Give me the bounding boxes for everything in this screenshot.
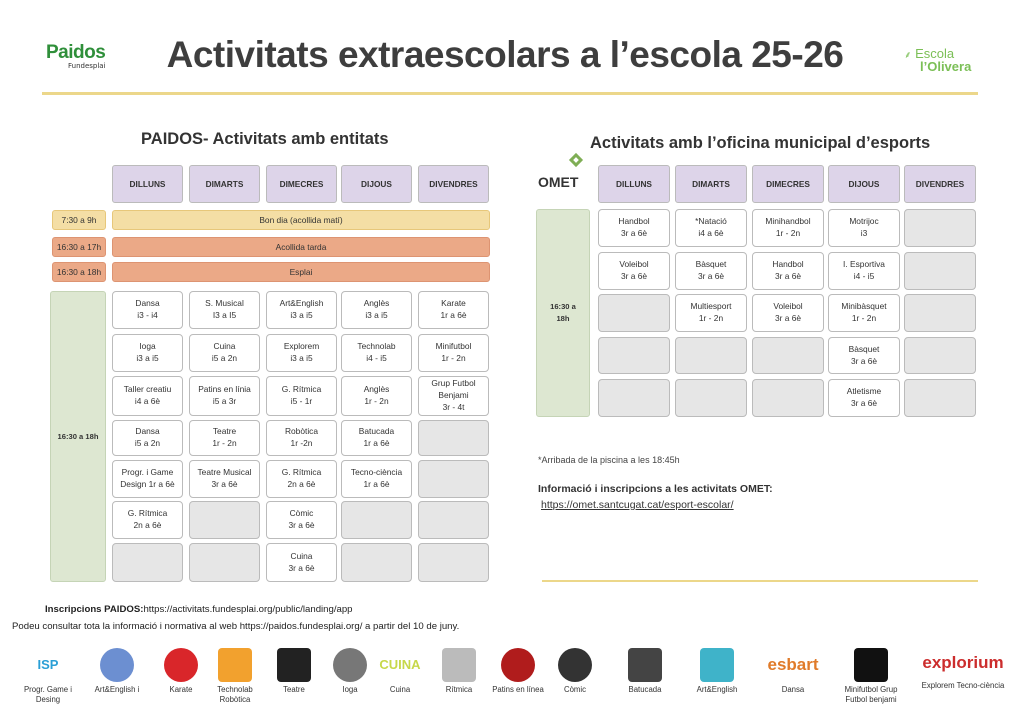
cell-line: Minihandbol	[765, 216, 811, 227]
partner-logo	[374, 648, 426, 695]
partner-logo	[16, 648, 80, 705]
cell-line: Tecno-ciència	[350, 467, 403, 478]
omet-activity-cell	[675, 209, 747, 247]
activity-cell	[189, 543, 260, 582]
cell-line: 1r - 2n	[851, 313, 877, 323]
partner-logo-caption: Dansa	[781, 685, 805, 694]
cell-line: i3 a i5	[290, 353, 313, 363]
activity-cell	[341, 460, 412, 498]
omet-day-header-dimecres: DIMECRES	[752, 165, 824, 203]
cell-line: i4 a 6è	[134, 396, 161, 406]
cell-line: i5 a 2n	[211, 353, 238, 363]
partner-logo-icon: ISP	[37, 656, 59, 672]
activity-cell	[112, 334, 183, 372]
partner-logo-icon	[501, 648, 535, 682]
cell-line: 3r a 6è	[620, 228, 648, 238]
omet-activity-cell	[752, 294, 824, 332]
cell-line: Batucada	[358, 426, 395, 437]
cell-line: 3r a 6è	[774, 271, 802, 281]
activity-cell	[112, 460, 183, 498]
partner-logo-caption: Karate	[169, 685, 193, 694]
cell-line: Benjami	[438, 390, 469, 401]
cell-line: Ioga	[139, 341, 156, 352]
omet-activity-cell	[598, 209, 670, 247]
activity-cell	[189, 291, 260, 329]
cell-line: Technolab	[357, 341, 396, 352]
paidos-logo	[46, 42, 116, 70]
page-title: Activitats extraescolars a l’escola 25-26	[166, 34, 844, 75]
fundesplai-logo-text: Fundesplai	[68, 62, 106, 70]
omet-activity-cell	[904, 379, 976, 417]
paidos-section-title: PAIDOS- Activitats amb entitats	[141, 130, 389, 148]
omet-day-header-divendres: DIVENDRES	[904, 165, 976, 203]
omet-day-header-dilluns: DILLUNS	[598, 165, 670, 203]
cell-line: 1r - 2n	[441, 353, 466, 363]
cell-line: i5 a 3r	[212, 396, 237, 406]
cell-line: 1r -2n	[290, 438, 313, 448]
cell-line: Teatre	[212, 426, 237, 437]
activity-cell	[266, 501, 337, 539]
activity-cell	[189, 376, 260, 416]
activity-cell	[418, 543, 489, 582]
activity-cell	[112, 376, 183, 416]
partner-logo	[908, 648, 1018, 691]
partner-logo-icon	[277, 648, 311, 682]
cell-line: Handbol	[772, 259, 804, 270]
partner-logo-icon	[700, 648, 734, 682]
cell-line: Minifutbol	[435, 341, 472, 352]
omet-activity-cell	[904, 294, 976, 332]
cell-line: i4 - i5	[853, 271, 875, 281]
inscriptions-link[interactable]: https://activitats.fundesplai.org/public/landing/app	[143, 604, 353, 615]
omet-activity-cell	[675, 337, 747, 374]
cell-line: i5 - 1r	[290, 396, 313, 406]
partner-logo-caption: Rítmica	[445, 685, 473, 694]
partner-logo-icon	[164, 648, 198, 682]
partner-logo-caption: Explorem Tecno-ciència	[921, 681, 1005, 690]
time-block-esplai: Esplai	[112, 262, 490, 282]
cell-line: 3r a 6è	[850, 355, 878, 366]
cell-line: 1r a 6è	[440, 310, 467, 320]
time-block-morning: Bon dia (acollida matí)	[112, 210, 490, 230]
cell-line: i3 a i5	[365, 310, 388, 320]
cell-line: i5 a 2n	[134, 438, 161, 448]
activity-cell	[189, 460, 260, 498]
cell-line: Taller creatiu	[123, 384, 172, 395]
partner-logo	[82, 648, 152, 695]
omet-activity-cell	[828, 252, 900, 290]
activity-cell	[112, 501, 183, 539]
omet-activity-cell	[675, 252, 747, 290]
activity-cell	[189, 501, 260, 539]
partner-logo-caption: Art&English i	[94, 685, 140, 694]
partner-logo-caption: Technolab Robòtica	[217, 685, 253, 705]
day-header-dijous: DIJOUS	[341, 165, 412, 203]
cell-line: 3r - 4t	[442, 401, 465, 412]
activity-cell	[266, 334, 337, 372]
activity-cell	[341, 291, 412, 329]
omet-slot-time-text: 16:30 a 18h	[550, 301, 576, 323]
omet-logo-text: OMET	[538, 174, 579, 190]
omet-activity-cell	[904, 252, 976, 290]
cell-line: Cuina	[213, 341, 236, 352]
activity-cell	[418, 376, 489, 416]
omet-activity-cell	[752, 252, 824, 290]
activity-cell	[418, 420, 489, 456]
activity-cell	[418, 291, 489, 329]
cell-line: 1r a 6è	[363, 438, 390, 448]
activity-cell	[112, 543, 183, 582]
day-header-divendres: DIVENDRES	[418, 165, 489, 203]
cell-line: 1r - 2n	[698, 313, 724, 323]
cell-line: Handbol	[618, 216, 650, 227]
cell-line: i3 - i4	[137, 310, 158, 320]
cell-line: Robòtica	[284, 426, 319, 437]
omet-activity-cell	[828, 337, 900, 374]
activity-cell	[266, 420, 337, 456]
partner-logo-caption: Art&English	[696, 685, 738, 694]
cell-line: Teatre Musical	[197, 467, 252, 478]
omet-activity-cell	[904, 209, 976, 247]
cell-line: Minibàsquet	[841, 301, 887, 312]
school-logo-line2: l’Olivera	[920, 59, 972, 74]
cell-line: 1r - 2n	[775, 228, 801, 238]
cell-line: 3r a 6è	[774, 313, 802, 323]
slot-time-text: 16:30 a 18h	[57, 432, 99, 441]
cell-line: i3 a i5	[290, 310, 313, 320]
omet-activity-cell	[828, 379, 900, 417]
school-logo-line1: Escola	[915, 46, 955, 61]
slot-time-label	[50, 291, 106, 582]
cell-line: i3 a i5	[136, 353, 159, 363]
cell-line: Motrijoc	[849, 216, 879, 227]
partner-logo-icon	[100, 648, 134, 682]
activity-cell	[189, 420, 260, 456]
cell-line: 2n a 6è	[133, 520, 162, 530]
day-header-dilluns: DILLUNS	[112, 165, 183, 203]
cell-line: i3	[860, 228, 868, 238]
activity-cell	[341, 376, 412, 416]
activity-cell	[418, 334, 489, 372]
omet-day-header-dijous: DIJOUS	[828, 165, 900, 203]
cell-line: 1r - 2n	[364, 396, 389, 406]
omet-section-title: Activitats amb l’oficina municipal d’esports	[590, 134, 931, 152]
cell-line: Bàsquet	[695, 259, 727, 270]
partner-logo-icon: explorium	[922, 652, 1004, 672]
inscriptions-label: Inscripcions PAIDOS:	[45, 604, 144, 615]
partner-logo	[430, 648, 488, 695]
cell-line: Art&English	[279, 298, 324, 309]
activity-cell	[341, 334, 412, 372]
cell-line: Atletisme	[846, 386, 882, 397]
partner-logo-caption: Minifutbol Grup Futbol benjami	[844, 685, 898, 705]
omet-activity-cell	[904, 337, 976, 374]
header-divider	[42, 92, 978, 95]
cell-line: I3 a I5	[212, 310, 237, 320]
omet-info-link[interactable]: https://omet.santcugat.cat/esport-escolar/	[541, 499, 734, 511]
leaf-icon: ⸙	[904, 50, 912, 61]
cell-line: Voleibol	[773, 301, 803, 312]
activity-cell	[418, 501, 489, 539]
cell-line: Design 1r a 6è	[120, 479, 175, 489]
info-line: Podeu consultar tota la informació i normativa al web https://paidos.fundesplai.org/ a partir del 10 de juny.	[12, 621, 460, 632]
omet-activity-cell	[752, 337, 824, 374]
omet-activity-cell	[675, 379, 747, 417]
activity-cell	[112, 420, 183, 456]
partner-logo-caption: Teatre	[283, 685, 305, 694]
partner-logo	[492, 648, 544, 695]
partner-logo	[155, 648, 207, 695]
omet-activity-cell	[752, 379, 824, 417]
omet-activity-cell	[752, 209, 824, 247]
time-label: 16:30 a 18h	[52, 262, 106, 282]
partner-logo	[205, 648, 265, 705]
cell-line: S. Musical	[205, 298, 244, 309]
school-logo	[904, 46, 984, 74]
omet-activity-cell	[598, 379, 670, 417]
cell-line: Patins en línia	[198, 384, 251, 395]
partner-logo	[545, 648, 605, 695]
omet-activity-cell	[598, 337, 670, 374]
cell-line: Progr. i Game	[121, 467, 174, 478]
day-header-dimarts: DIMARTS	[189, 165, 260, 203]
cell-line: 1r a 6è	[363, 479, 390, 489]
cell-line: Anglès	[363, 384, 390, 395]
cell-line: i4 - i5	[366, 353, 387, 363]
partner-logo	[836, 648, 906, 705]
activity-cell	[341, 543, 412, 582]
activity-cell	[112, 291, 183, 329]
paidos-logo-text: Paidos	[46, 42, 106, 63]
partner-logo-icon	[628, 648, 662, 682]
cell-line: Còmic	[289, 508, 314, 519]
partner-logo	[263, 648, 325, 695]
activity-cell	[418, 460, 489, 498]
cell-line: Voleibol	[619, 259, 649, 270]
cell-line: Dansa	[135, 298, 160, 309]
time-block-afternoon: Acollida tarda	[112, 237, 490, 257]
partner-logo-caption: Cuina	[389, 685, 411, 694]
partner-logo-caption: Patins en línea	[492, 685, 544, 694]
partner-logo-icon: CUINA	[379, 656, 421, 672]
omet-activity-cell	[828, 209, 900, 247]
partner-logo-icon	[558, 648, 592, 682]
cell-line: *Natació	[695, 216, 727, 227]
activity-cell	[266, 543, 337, 582]
activity-cell	[266, 460, 337, 498]
swimming-note: *Arribada de la piscina a les 18:45h	[538, 455, 680, 465]
omet-activity-cell	[598, 252, 670, 290]
partner-logo-icon: esbart	[767, 654, 819, 674]
cell-line: 2n a 6è	[287, 479, 316, 489]
partner-logo-caption: Progr. Game i Desing	[23, 685, 73, 705]
omet-info-title: Informació i inscripcions a les activitats OMET:	[538, 483, 773, 495]
cell-line: Multiesport	[690, 301, 732, 312]
activity-cell	[266, 291, 337, 329]
partner-logo	[684, 648, 750, 695]
omet-activity-cell	[675, 294, 747, 332]
partner-logo	[326, 648, 374, 695]
cell-line: G. Rítmica	[281, 467, 322, 478]
partner-logo-caption: Ioga	[342, 685, 358, 694]
cell-line: 3r a 6è	[620, 271, 648, 281]
omet-slot-time-label	[536, 209, 590, 417]
cell-line: 3r a 6è	[697, 271, 725, 281]
partner-logo-icon	[442, 648, 476, 682]
cell-line: 3r a 6è	[211, 479, 238, 489]
cell-line: 3r a 6è	[288, 520, 315, 530]
partner-logo-caption: Batucada	[628, 685, 662, 694]
activity-cell	[341, 420, 412, 456]
omet-activity-cell	[828, 294, 900, 332]
cell-line: Grup Futbol	[431, 378, 476, 389]
partner-logo-icon	[333, 648, 367, 682]
omet-day-header-dimarts: DIMARTS	[675, 165, 747, 203]
cell-line: G. Rítmica	[127, 508, 168, 519]
partner-logo	[610, 648, 680, 695]
activity-cell	[341, 501, 412, 539]
omet-divider	[542, 580, 978, 582]
cell-line: i4 a 6è	[698, 228, 724, 238]
cell-line: Cuina	[290, 550, 313, 561]
partner-logo-caption: Còmic	[563, 685, 587, 694]
cell-line: 3r a 6è	[288, 562, 315, 573]
time-label: 16:30 a 17h	[52, 237, 106, 257]
omet-diamond-icon	[568, 152, 584, 168]
time-label: 7:30 a 9h	[52, 210, 106, 230]
partner-logo-icon	[854, 648, 888, 682]
cell-line: 1r - 2n	[212, 438, 237, 448]
partner-logo	[753, 648, 833, 695]
cell-line: Dansa	[135, 426, 160, 437]
activity-cell	[266, 376, 337, 416]
inscriptions-line	[45, 604, 353, 615]
activity-cell	[189, 334, 260, 372]
cell-line: Karate	[441, 298, 466, 309]
cell-line: Explorem	[283, 341, 320, 352]
cell-line: Anglès	[363, 298, 390, 309]
cell-line: G. Rítmica	[281, 384, 322, 395]
omet-activity-cell	[598, 294, 670, 332]
cell-line: I. Esportiva	[843, 259, 885, 270]
day-header-dimecres: DIMECRES	[266, 165, 337, 203]
cell-line: 3r a 6è	[850, 398, 878, 408]
partner-logo-icon	[218, 648, 252, 682]
cell-line: Bàsquet	[848, 343, 880, 354]
